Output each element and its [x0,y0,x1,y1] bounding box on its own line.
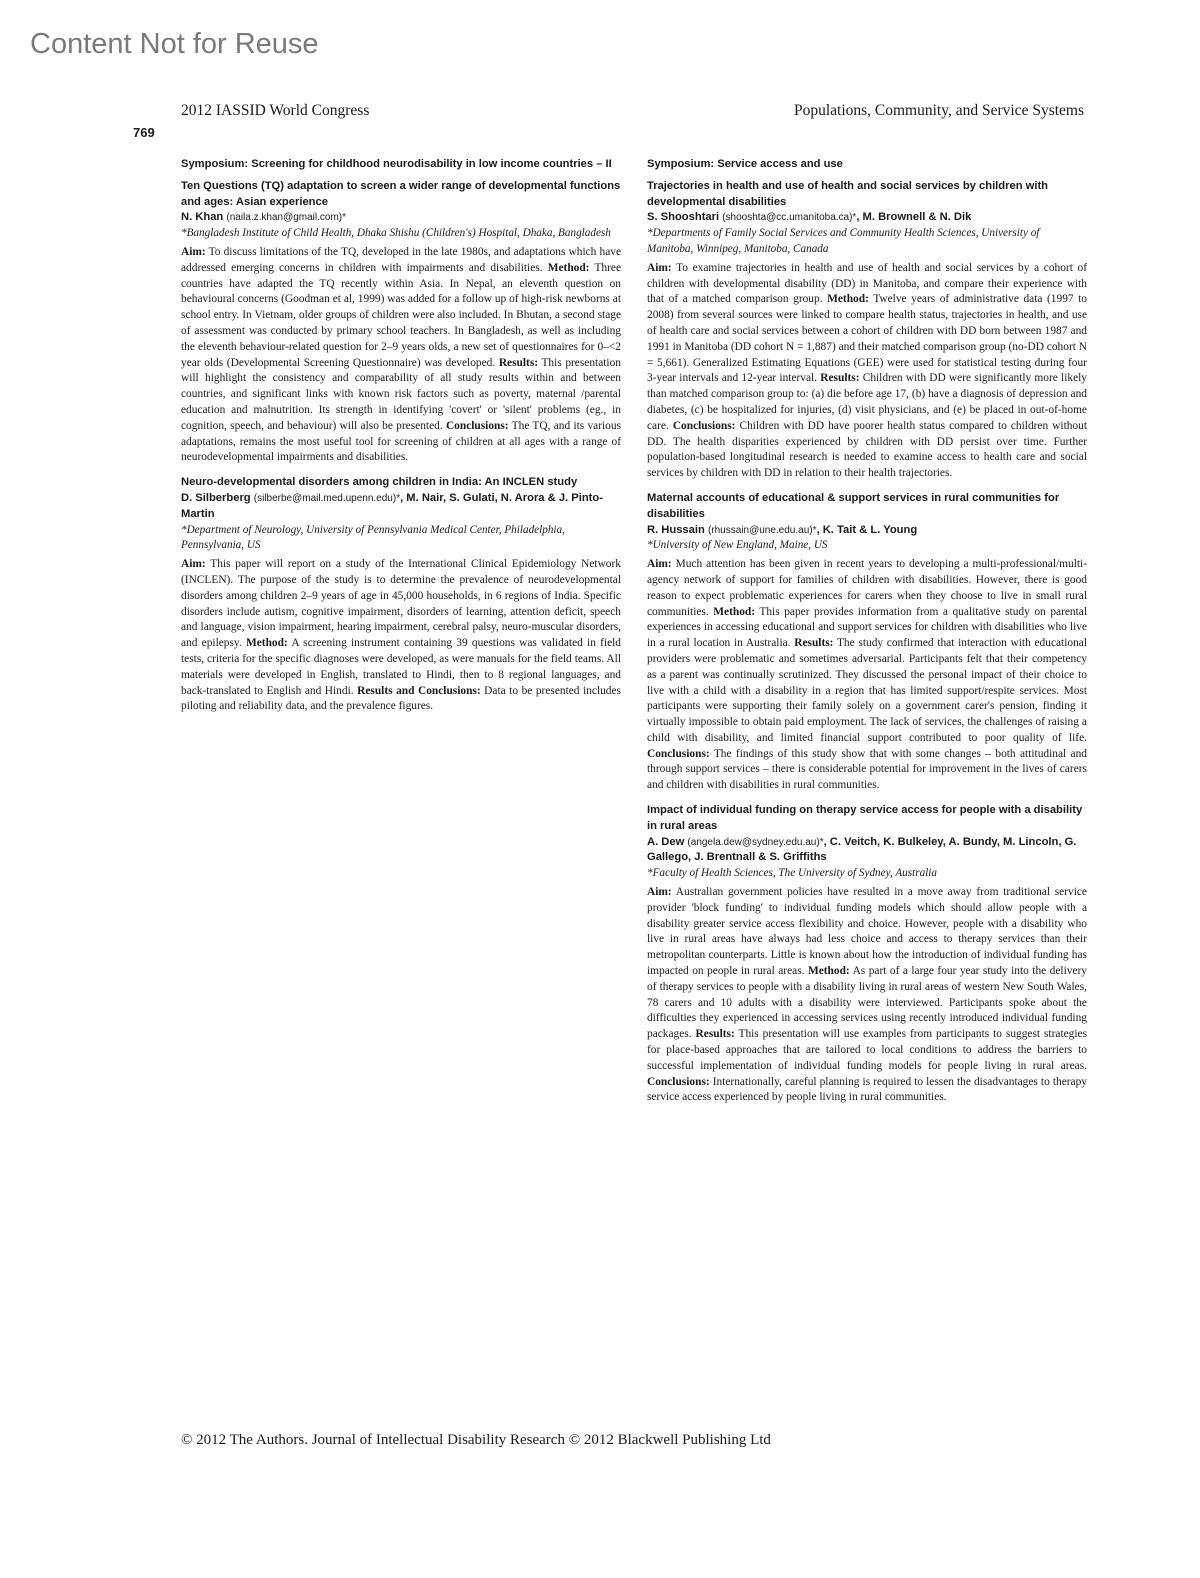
abstract [181,475,621,715]
co-authors: , M. Brownell & N. Dik [856,211,972,224]
author-email: (silberbe@mail.med.upenn.edu)* [253,492,401,504]
right-column [647,157,1087,1115]
section-text: The TQ, and its various adaptations, remains the most useful tool for screening of children at all ages with a range of neurodevelopmental impairments and disabilities. [181,419,622,464]
section-text: Much attention has been given in recent years to developing a multi-professional/multi-agency network of support for families of children with disabilities. However, there is good reason to expect problematic experiences for carers when they choose to live in small rural communities. [647,558,1087,618]
section-label: Method: [245,637,288,650]
section-label: Aim: [181,245,206,258]
section-label: Method: [827,293,869,306]
section-label: Aim: [647,261,672,274]
section-text: Australian government policies have resulted in a move away from traditional service provider 'block funding' to individual funding models which should allow people with a disability greater service access flexibility and choice. However, people with a disability who live in rural areas have always had less choice and access to therapy services than their metropolitan counterparts. Little is known about how the introduction of individual funding has impacted on people in rural areas. [647,886,1087,978]
section-text: A screening instrument containing 39 questions was validated in field tests, criteria for the specific diagnoses were developed, as were manuals for the field teams. All materials were developed in English, translated to Hindi, then to 8 regional languages, and back-translated to English and Hindi. [181,637,621,697]
abstract-title: Trajectories in health and use of health and social services by children with developmental disabilities [647,179,1049,208]
co-authors: , M. Nair, S. Gulati, N. Arora & J. Pinto-Martin [181,491,603,520]
affiliation: *University of New England, Maine, US [647,539,828,552]
section-text: To discuss limitations of the TQ, developed in the late 1980s, and adaptations which have addressed emerging concerns in children with impairments and disabilities. [181,245,621,274]
author-email: (rhussain@une.edu.au)* [707,524,817,536]
symposium-heading: Symposium: Service access and use [647,158,843,170]
section-text: This paper will report on a study of the International Clinical Epidemiology Network (INCLEN). The purpose of the study is to determine the prevalence of neurodevelopmental disorders among children 2–9 years of age in 45,000 households, in 6 regions of India. Specific disorders include autism, cognitive impairment, disorders of learning, attention deficit, speech and language, vision impairment, hearing impairment, cerebral palsy, neuro-muscular disorders, and epilepsy. [181,558,621,650]
watermark: Content Not for Reuse [30,28,319,60]
author-email: (naila.z.khan@gmail.com)* [226,212,347,224]
section-label: Conclusions: [672,419,736,432]
abstract-title: Maternal accounts of educational & support services in rural communities for disabilities [647,491,1060,520]
section-label: Method: [807,965,850,978]
presenting-author: D. Silberberg [181,491,251,504]
running-header-right: Populations, Community, and Service Systems [793,102,1084,119]
section-text: Twelve years of administrative data (1997 to 2008) from several sources were linked to compare health status, trajectories in health, and use of health care and social services between a cohort of children with DD born between 1987 and 1991 in Manitoba (DD cohort N = 1,887) and their matched comparison group (no-DD cohort N = 5,661). Generalized Estimating Equations (GEE) were used for statistical testing during four 3-year intervals and 12-year interval. [647,293,1087,385]
author-email: (angela.dew@sydney.edu.au)* [687,836,824,848]
section-label: Aim: [647,886,672,899]
author-email: (shooshta@cc.umanitoba.ca)* [722,212,857,224]
section-text: Data to be presented includes piloting and reliability data, and the prevalence figures. [181,684,621,713]
abstract [647,803,1087,1106]
abstract-body [647,261,1087,482]
abstract [647,179,1087,482]
section-label: Method: [713,605,756,618]
left-abstracts [181,179,621,715]
abstract [647,491,1087,794]
affiliation: *Departments of Family Social Services and Community Health Sciences, University of Manitoba, Winnipeg, Manitoba, Canada [647,227,1040,255]
abstract-body [647,557,1087,794]
section-text: The study confirmed that interaction with educational providers were problematic and sometimes adversarial. Participants felt that their competency as a parent was continually scrutinized. They discussed the personal impact of their choice to live with a child with a disability in a region that has limited support/respite services. Most participants were supporting their family solely on a government carer's pension, finding it virtually impossible to obtain paid employment. The lack of services, the challenges of raising a child with disability, and limited financial support contributed to poor quality of life. [647,637,1087,744]
author-line [181,491,621,523]
section-label: Aim: [181,558,206,571]
running-header-left: 2012 IASSID World Congress [181,102,370,119]
author-line [647,210,1087,226]
abstract-title: Ten Questions (TQ) adaptation to screen a wider range of developmental functions and ages: Asian experience [181,179,621,208]
author-line [647,523,1087,539]
section-label: Results: [695,1028,735,1041]
section-text: Internationally, careful planning is required to lessen the disadvantages to therapy service access experienced by people living in rural communities. [647,1075,1087,1104]
section-label: Aim: [647,558,672,571]
section-text: Children with DD have poorer health status compared to children without DD. The health disparities experienced by children with DD persist over time. Further population-based longitudinal research is needed to examine access to health care and social services by children with DD in relation to their health trajectories. [647,419,1087,480]
section-text: The findings of this study show that with some changes – both attitudinal and through support services – there is considerable potential for improvement in the lives of carers and children with disabilities in rural communities. [647,747,1087,792]
section-label: Results: [820,372,860,385]
presenting-author: A. Dew [647,835,685,848]
abstract-title: Neuro-developmental disorders among children in India: An INCLEN study [181,476,578,489]
section-label: Conclusions: [445,419,509,432]
author-line [647,835,1087,867]
section-label: Results: [498,356,539,369]
section-text: To examine trajectories in health and use of health and social services by a cohort of children with developmental disability (DD) in Manitoba, and compare their experience with that of a matched comparison group. [647,261,1087,306]
symposium-heading: Symposium: Screening for childhood neurodisability in low income countries – II [181,158,612,170]
copyright-footer: © 2012 The Authors. Journal of Intellectual Disability Research © 2012 Blackwell Publishing Ltd [181,1432,771,1448]
affiliation: *Faculty of Health Sciences, The University of Sydney, Australia [647,867,937,880]
presenting-author: S. Shooshtari [647,211,720,224]
abstract-body [181,245,621,466]
abstract-title: Impact of individual funding on therapy service access for people with a disability in rural areas [647,804,1083,832]
section-text: Children with DD were significantly more likely than matched comparison group to: (a) die before age 17, (b) have a diagnosis of depression and diabetes, (c) be hospitalized for injuries, (d) visit physicians, and (e) be placed in out-of-home care. [647,372,1087,432]
section-label: Results and Conclusions: [357,684,481,697]
section-label: Results: [794,637,834,650]
section-text: Three countries have adapted the TQ recently within Asia. In Nepal, an eleventh question on behavioural concerns (Goodman et al, 1999) was added for a follow up of high-risk newborns at school entry. In Vietnam, older groups of children were also included. In Bhutan, a second stage of assessment was conducted by primary school teachers. In Bangladesh, as well as including the eleventh behaviour-related question for 2–9 years olds, a new set of questionnaires for 0–<2 year olds (Developmental Screening Questionnaire) was developed. [181,261,622,369]
section-text: This paper provides information from a qualitative study on parental experiences in accessing educational and support services for children with disabilities who live in a rural location in Australia. [647,605,1087,650]
section-label: Conclusions: [647,747,710,760]
abstract-body [647,885,1087,1106]
affiliation: *Department of Neurology, University of Pennsylvania Medical Center, Philadelphia, Pennsylvania, US [181,523,565,552]
right-abstracts [647,179,1087,1106]
presenting-author: N. Khan [181,211,224,224]
author-line [181,210,621,226]
affiliation: *Bangladesh Institute of Child Health, Dhaka Shishu (Children's) Hospital, Dhaka, Bangladesh [181,227,611,240]
abstract-body [181,557,621,715]
left-column [181,157,621,724]
co-authors: , C. Veitch, K. Bulkeley, A. Bundy, M. Lincoln, G. Gallego, J. Brentnall & S. Griffiths [647,835,1077,864]
section-text: This presentation will use examples from participants to suggest strategies for place-based approaches that are tailored to local conditions to address the barriers to successful implementation of individual funding models for people living in rural areas. [647,1028,1088,1072]
co-authors: , K. Tait & L. Young [816,523,918,536]
page-number: 769 [133,125,155,140]
presenting-author: R. Hussain [647,523,705,536]
section-label: Conclusions: [647,1075,710,1088]
section-text: This presentation will highlight the consistency and comparability of all study results within and between countries, and significant links with known risk factors such as poverty, maternal /parental education and malnutrition. Its strength in identifying 'covert' or 'silent' problems (eg., in cognition, speech, and behaviour) will also be presented. [181,356,621,432]
section-label: Method: [547,261,590,274]
section-text: As part of a large four year study into the delivery of therapy services to people with a disability living in rural areas of western New South Wales, 78 carers and 10 adults with a disability were interviewed. Participants spoke about the difficulties they experienced in accessing services using recently introduced individual funding packages. [647,965,1087,1041]
abstract [181,179,621,466]
